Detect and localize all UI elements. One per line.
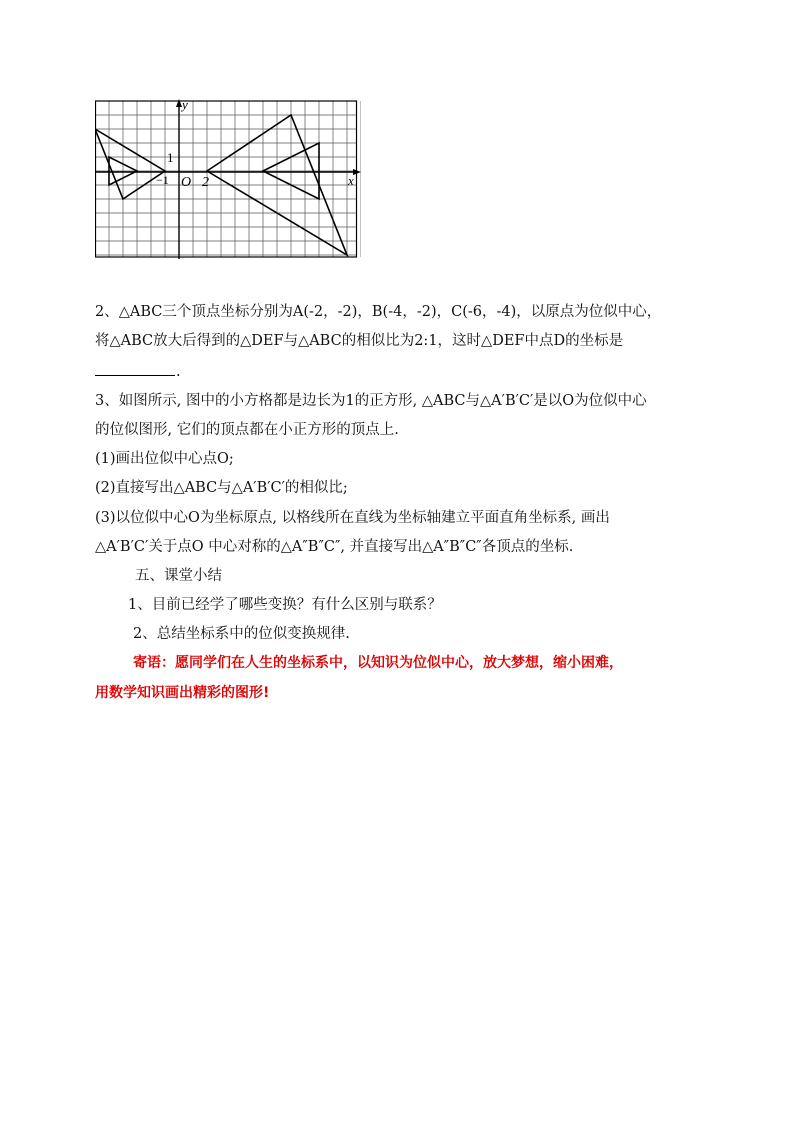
q3-item3a: (3)以位似中心O为坐标原点, 以格线所在直线为坐标轴建立平面直角坐标系, 画出 [95,510,610,526]
message-line2: 用数学知识画出精彩的图形! [95,685,270,701]
q2-line1: 2、△ABC三个顶点坐标分别为A(-2，-2)，B(-4，-2)，C(-6，-4)，以原点为位似中心， [95,304,662,320]
answer-blank[interactable] [95,375,175,376]
x-axis-label: x [348,173,354,188]
summary-item1: 1、目前已经学了哪些变换？有什么区别与联系？ [128,597,442,613]
grid-lines [95,101,361,257]
q3-line1: 3、如图所示, 图中的小方格都是边长为1的正方形, △ABC与△A′B′C′是以O为位似中心 [95,393,647,409]
label-two: 2 [202,175,209,190]
q3-item3b: △A′B′C′关于点O 中心对称的△A″B″C″, 并直接写出△A″B″C″各顶点的坐标. [95,539,574,555]
label-neg-one: −1 [156,173,169,187]
coordinate-grid-figure [95,99,361,259]
label-one: 1 [167,150,174,165]
y-axis-label: y [182,99,188,112]
blank-suffix: . [176,364,181,380]
summary-item2: 2、总结坐标系中的位似变换规律. [133,626,350,642]
q3-line2: 的位似图形, 它们的顶点都在小正方形的顶点上. [95,422,399,438]
large-triangle-left [95,129,165,199]
q3-item2: (2)直接写出△ABC与△A′B′C′的相似比; [95,480,348,496]
message-line1: 寄语：愿同学们在人生的坐标系中，以知识为位似中心，放大梦想，缩小困难， [133,655,623,671]
q2-line2: 将△ABC放大后得到的△DEF与△ABC的相似比为2:1，这时△DEF中点D的坐标是 [95,333,624,349]
summary-heading: 五、课堂小结 [135,568,222,584]
label-origin: O [181,175,192,190]
q3-item1: (1)画出位似中心点O; [95,451,234,467]
